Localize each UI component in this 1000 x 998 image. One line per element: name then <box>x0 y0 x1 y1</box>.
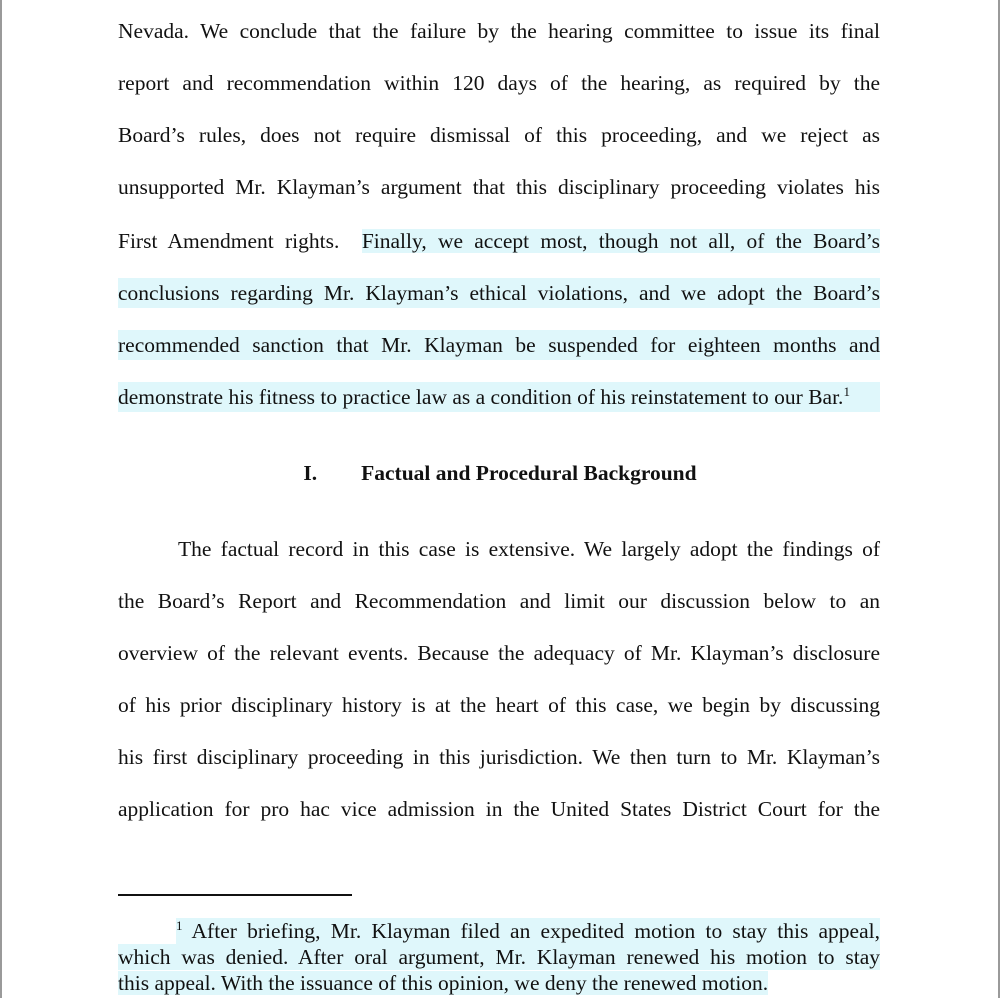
highlighted-line: conclusions regarding Mr. Klayman’s ethical violations, and we adopt the Board’s <box>118 278 880 308</box>
footnote-text: this appeal. With the issuance of this opinion, we deny the renewed motion. <box>118 971 769 995</box>
footnote-reference[interactable]: 1 <box>843 383 850 399</box>
footnote-line <box>118 970 880 996</box>
page-left-edge <box>0 0 2 998</box>
highlighted-text: Finally, we accept most, though not all, of the Board’s <box>361 229 881 253</box>
body-line: of his prior disciplinary history is at the heart of this case, we begin by discussing <box>118 693 880 717</box>
footnote-number: 1 <box>176 917 183 933</box>
highlighted-text: demonstrate his fitness to practice law as a condition of his reinstatement to our Bar. <box>118 385 844 409</box>
body-line-text: First Amendment rights. <box>118 229 340 253</box>
body-line: his first disciplinary proceeding in this jurisdiction. We then turn to Mr. Klayman’s <box>118 745 880 769</box>
body-line: overview of the relevant events. Because the adequacy of Mr. Klayman’s disclosure <box>118 641 880 665</box>
body-line: The factual record in this case is extensive. We largely adopt the findings of <box>178 537 880 561</box>
section-number: I. <box>303 461 318 485</box>
section-title: Factual and Procedural Background <box>361 461 697 485</box>
body-line: the Board’s Report and Recommendation and limit our discussion below to an <box>118 589 880 613</box>
footnote-line: which was denied. After oral argument, Mr. Klayman renewed his motion to stay <box>118 945 880 969</box>
highlighted-line <box>118 382 880 412</box>
highlighted-line: recommended sanction that Mr. Klayman be suspended for eighteen months and <box>118 330 880 360</box>
footnote-line <box>176 918 880 944</box>
body-line: report and recommendation within 120 days of the hearing, as required by the <box>118 71 880 95</box>
footnote-separator <box>118 894 352 896</box>
body-line: unsupported Mr. Klayman’s argument that this disciplinary proceeding violates his <box>118 175 880 199</box>
body-line: Nevada. We conclude that the failure by the hearing committee to issue its final <box>118 19 880 43</box>
body-line: application for pro hac vice admission in the United States District Court for the <box>118 797 880 821</box>
body-line <box>118 226 880 256</box>
footnote-text: After briefing, Mr. Klayman filed an expedited motion to stay this appeal, <box>191 919 880 943</box>
body-line: Board’s rules, does not require dismissal of this proceeding, and we reject as <box>118 123 880 147</box>
section-heading <box>0 458 1000 488</box>
